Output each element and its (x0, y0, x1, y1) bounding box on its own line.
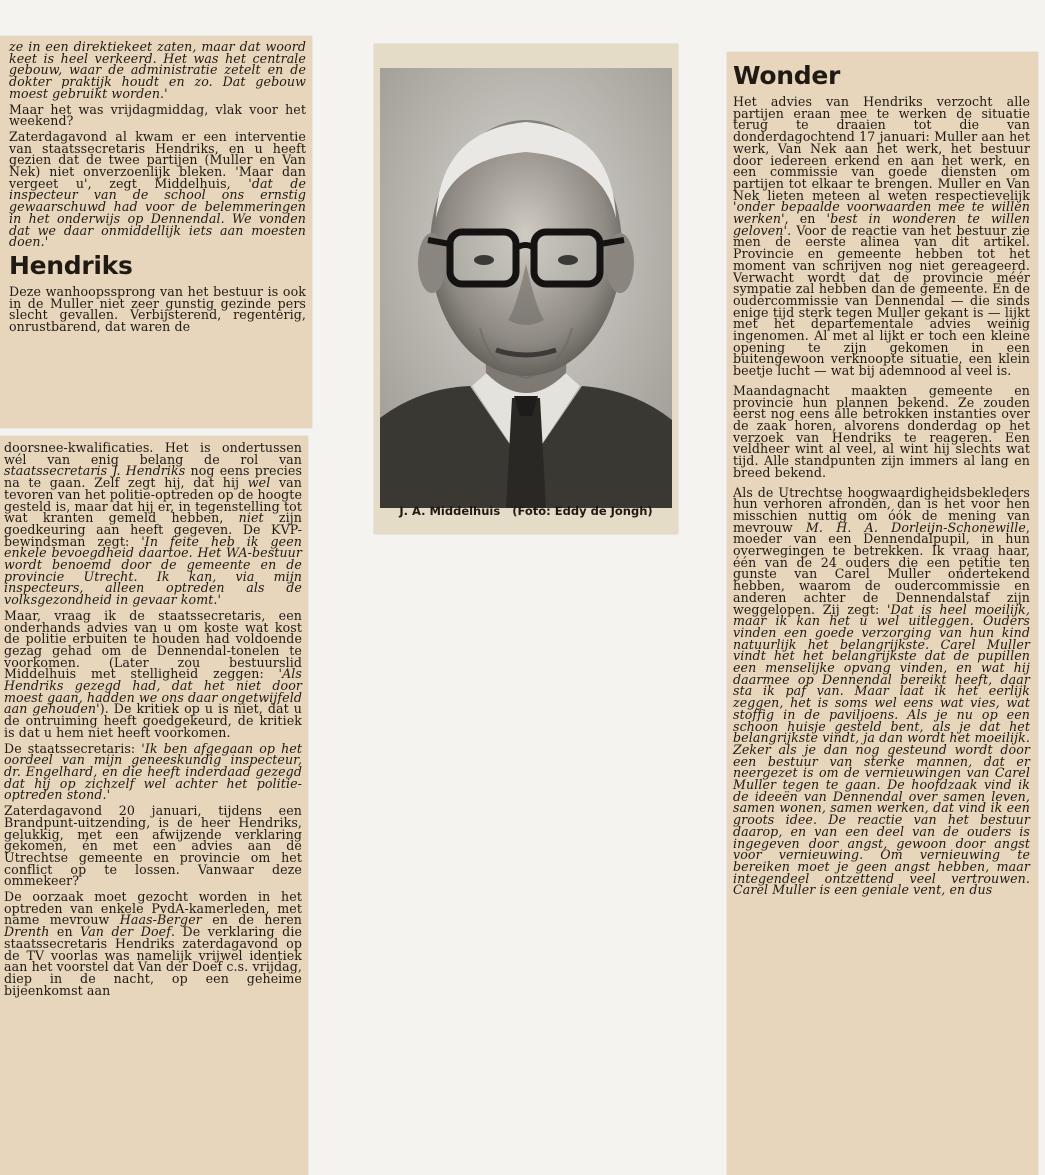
paragraph: Zaterdagavond 20 januari, tijdens een Brandpunt-uitzending, is de heer Hendriks, gelukkig, met een afwijzende verklaring gekomen, én met een advies aan de Utrechtse gemeente en provincie om het conflict op te lossen. Vanwaar deze ommekeer? (4, 803, 302, 889)
paragraph: doorsnee-kwalificaties. Het is ondertussen wél van enig belang de rol van staatssecretaris J. Hendriks nog eens precies na te gaan. Zelf zegt hij, dat hij wel van tevoren van het politie-optreden op de hoogte gesteld is, maar dat hij er, in tegenstelling tot wat kranten gemeld hebben, niet zijn goedkeuring aan heeft gegeven. De KVP-bewindsman zegt: 'In feite heb ik geen enkele bevoegdheid daartoe. Het WA-bestuur wordt benoemd door de gemeente en de provincie Utrecht. Ik kan, via mijn inspecteurs, alleen optreden als de volksgezondheid in gevaar komt.' (4, 440, 303, 608)
paragraph: Maandagnacht maakten gemeente en provincie hun plannen bekend. Ze zouden eerst nog eens alle betrokken instanties over de zaak horen, alvorens donderdag op het verzoek van Hendriks te reageren. Een veldheer wint al veel, al wint hij slechts wat tijd. Alle standpunten zijn immers al lang en breed bekend. (733, 382, 1030, 480)
paragraph: ze in een direktiekeet zaten, maar dat woord keet is heel verkeerd. Het was het centrale gebouw, waar de administratie zetelt en de dokter praktijk houdt en zo. Dat gebouw moest gebruikt worden.' (9, 39, 306, 101)
clipping-left-bottom (0, 436, 308, 1175)
section-heading: Wonder (733, 61, 841, 90)
paragraph: Als de Utrechtse hoogwaardigheidsbekleders hun verhoren afronden, dan is het voor hen misschien nuttig om óók de mening van mevrouw M. H. A. Dorleijn-Schonewille, moeder van een Dennendalpupil, in hun overwegingen te betrekken. Ik vraag haar, één van de 24 ouders die een petitie ten gunste van Carel Muller ondertekend hebben, waarom de oudercommissie en anderen achter de Dennendalstaf zijn weggelopen. Zij zegt: 'Dat is heel moeilijk, maar ik kan het u wel uitleggen. Ouders vinden een goede verzorging van hun kind natuurlijk het belangrijkste. Carel Muller vindt het het belangrijkste dat de pupillen een menselijke opvang vinden, en wat hij daarmee op Dennendal bereikt heeft, daar sta ik paf van. Maar laat ik het eerlijk zeggen, het is soms wel eens wat vies, wat stoffig in de paviljoens. Als je nu op een schoon huisje gesteld bent, als je dat het belangrijkste vindt, ja dan wordt het moeilijk. Zeker als je dan nog gesteund wordt door een bestuur van sterke mannen, dat er neergezet is om de vernieuwingen van Carel Muller tegen te gaan. De hoofdzaak vind ik de ideeën van Dennendal over samen leven, samen wonen, samen werken, dat vind ik een groots idee. De reactie van het bestuur daarop, en van een deel van de ouders is ingegeven door angst, gewoon door angst voor vernieuwing. Om vernieuwing te bereiken moet je geen angst hebben, maar integendeel ontzettend veel vertrouwen. Carel Muller is een geniale vent, en dus (733, 484, 1030, 898)
paragraph: Deze wanhoopssprong van het bestuur is ook in de Muller niet zeer gunstig gezinde pers slecht gevallen. Verbijsterend, regenterig, onrustbarend, dat waren de (9, 283, 306, 335)
portrait-photo (380, 48, 672, 528)
photo-clipping (374, 44, 678, 534)
paragraph: Zaterdagavond al kwam er een interventie van staatssecretaris Hendriks, en u heeft gezien dat de twee partijen (Muller en Van Nek) niet onverzoenlijk bleken. 'Maar dan vergeet u', zegt Middelhuis, 'dat de inspecteur van de school ons ernstig gewaarschuwd had voor de belemmeringen in het onderwijs op Dennendal. We vonden dat we daar onmiddellijk iets aan moesten doen.' (9, 128, 307, 250)
paragraph: Het advies van Hendriks verzocht alle partijen eraan mee te werken de situatie terug te draaien tot die van donderdagochtend 17 januari: Muller aan het werk, Van Nek aan het werk, het bestuur door iedereen erkend en aan het werk, en een commissie van goede diensten om partijen tot elkaar te brengen. Muller en Van Nek lieten meteen al weten respectievelijk 'onder bepaalde voorwaarden mee te willen werken', en 'best in wonderen te willen geloven'. Voor de reactie van het bestuur zie men de eerste alinea van dit artikel. Provincie en gemeente hebben tot het moment van schrijven nog niet gereageerd. Verwacht wordt dat de provincie méér sympatie zal hebben dan de gemeente. En de oudercommissie van Dennendal — die sinds enige tijd sterk tegen Muller gekant is — lijkt met het departementale advies weinig ingenomen. Al met al lijkt er toch een kleine opening te zijn gekomen in een buitengewoon verknoopte situatie, een klein beetje lucht — wat bij ademnood al veel is. (733, 94, 1030, 379)
paragraph: De staatssecretaris: 'Ik ben afgegaan op het oordeel van mijn geneeskundig inspecteur, dr. Engelhard, en die heeft inderdaad gezegd dat hij op zichzelf wel achter het politie-optreden stond.' (4, 740, 302, 803)
photo-caption: J. A. Middelhuis (Foto: Eddy de Jongh) (399, 504, 653, 518)
paragraph: De oorzaak moet gezocht worden in het optreden van enkele PvdA-kamerleden, met name mevrouw Haas-Berger en de heren Drenth en Van der Doef. De verklaring die staatssecretaris Hendriks zaterdagavond op de TV voorlas was namelijk vrijwel identiek aan het voorstel dat Van der Doef c.s. vrijdag, diep in de nacht, op een geheime bijeenkomst aan (4, 889, 303, 998)
section-heading: Hendriks (9, 250, 133, 280)
paragraph: Maar, vraag ik de staatssecretaris, een onderhands advies van u om koste wat kost de politie erbuiten te houden had voldoende gezag gehad om de Dennendal-tonelen te voorkomen. (Later zou bestuurslid Middelhuis met stelligheid zeggen: 'Als Hendriks gezegd had, dat het niet door moest gaan, hadden we ons daar ongetwijfeld aan gehouden'). De kritiek op u is niet, dat u de ontruiming heeft goedgekeurd, de kritiek is dat u hem niet heeft voorkomen. (4, 607, 302, 740)
clipping-right (727, 52, 1038, 1175)
paragraph: Maar het was vrijdagmiddag, vlak voor het weekend? (9, 101, 306, 129)
clipping-left-top (0, 36, 312, 428)
